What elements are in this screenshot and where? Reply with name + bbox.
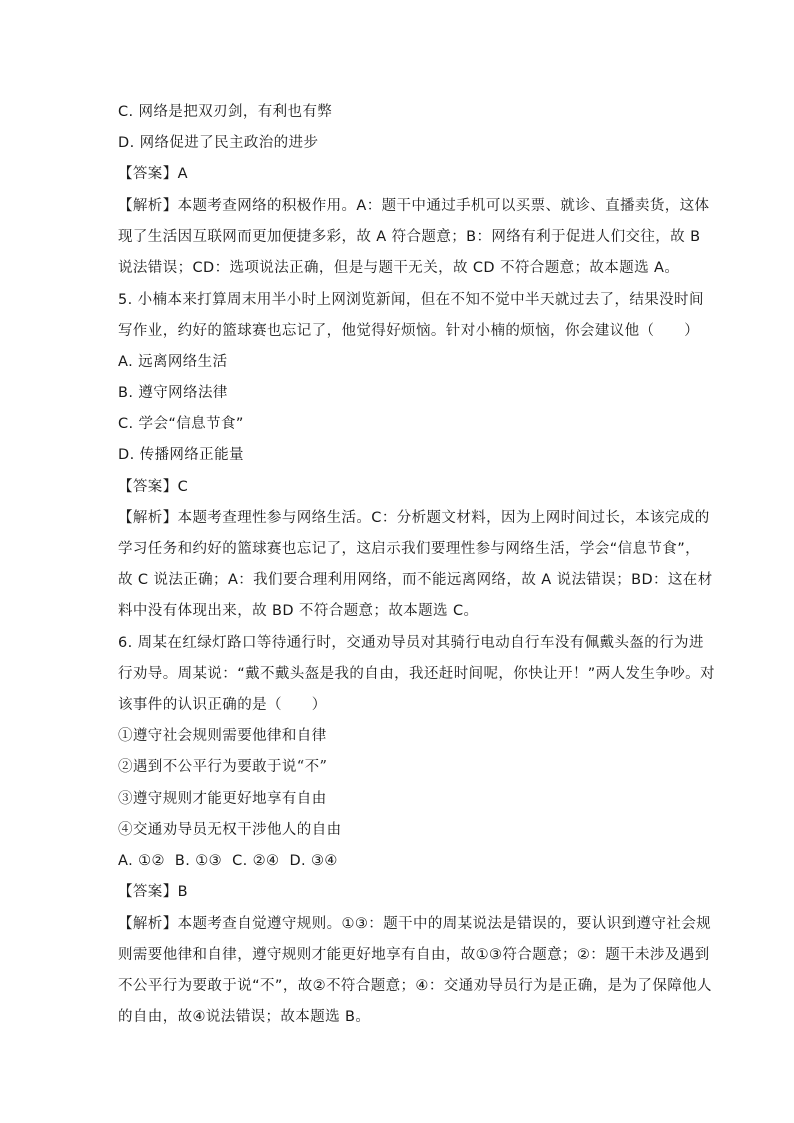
q5-analysis-line-2: 学习任务和约好的篮球赛也忘记了，这启示我们要理性参与网络生活，学会“信息节食”， <box>118 541 701 557</box>
q6-statement-3: ③遵守规则才能更好地享有自由 <box>118 791 327 807</box>
q6-choices: A. ①② B. ①③ C. ②④ D. ③④ <box>118 853 338 869</box>
q5-option-b: B. 遵守网络法律 <box>118 385 228 401</box>
q6-analysis-line-4: 的自由，故④说法错误；故本题选 B。 <box>118 1009 371 1025</box>
q4-option-d: D. 网络促进了民主政治的进步 <box>118 135 319 151</box>
q6-analysis-line-1: 【解析】本题考查自觉遵守规则。①③：题干中的周某说法是错误的，要认识到遵守社会规 <box>118 916 711 932</box>
q6-stem-line-2: 行劝导。周某说：“戴不戴头盔是我的自由，我还赶时间呢，你快让开！”两人发生争吵。对 <box>118 666 715 682</box>
q4-option-c: C. 网络是把双刃剑，有利也有弊 <box>118 104 333 120</box>
q6-analysis-line-3: 不公平行为要敢于说“不”，故②不符合题意；④：交通劝导员行为是正确，是为了保障他人 <box>118 978 712 994</box>
q6-answer: 【答案】B <box>118 884 188 900</box>
q5-option-a: A. 远离网络生活 <box>118 354 228 370</box>
q6-stem-line-1: 6. 周某在红绿灯路口等待通行时，交通劝导员对其骑行电动自行车没有佩戴头盔的行为进 <box>118 635 704 651</box>
q5-answer: 【答案】C <box>118 479 189 495</box>
q5-option-d: D. 传播网络正能量 <box>118 447 244 463</box>
q5-option-c: C. 学会“信息节食” <box>118 416 244 432</box>
q5-stem-line-2: 写作业，约好的篮球赛也忘记了，他觉得好烦恼。针对小楠的烦恼，你会建议他（ ） <box>118 323 700 339</box>
q5-analysis-line-3: 故 C 说法正确；A：我们要合理利用网络，而不能远离网络，故 A 说法错误；BD：这在材 <box>118 572 713 588</box>
q5-analysis-line-4: 料中没有体现出来，故 BD 不符合题意；故本题选 C。 <box>118 603 479 619</box>
q6-statement-1: ①遵守社会规则需要他律和自律 <box>118 728 327 744</box>
q6-stem-line-3: 该事件的认识正确的是（ ） <box>118 697 327 713</box>
q6-statement-2: ②遇到不公平行为要敢于说“不” <box>118 759 328 775</box>
q6-analysis-line-2: 则需要他律和自律，遵守规则才能更好地享有自由，故①③符合题意；②：题干未涉及遇到 <box>118 947 710 963</box>
q6-statement-4: ④交通劝导员无权干涉他人的自由 <box>118 822 342 838</box>
q4-analysis-line-3: 说法错误；CD：选项说法正确，但是与题干无关，故 CD 不符合题意；故本题选 A。 <box>118 260 680 276</box>
q4-analysis-line-2: 现了生活因互联网而更加便捷多彩，故 A 符合题意；B：网络有利于促进人们交往，故 B <box>118 229 701 245</box>
q5-stem-line-1: 5. 小楠本来打算周末用半小时上网浏览新闻，但在不知不觉中半天就过去了，结果没时间 <box>118 292 704 308</box>
q4-answer: 【答案】A <box>118 166 188 182</box>
q4-analysis-line-1: 【解析】本题考查网络的积极作用。A：题干中通过手机可以买票、就诊、直播卖货，这体 <box>118 198 710 214</box>
q5-analysis-line-1: 【解析】本题考查理性参与网络生活。C：分析题文材料，因为上网时间过长，本该完成的 <box>118 510 710 526</box>
